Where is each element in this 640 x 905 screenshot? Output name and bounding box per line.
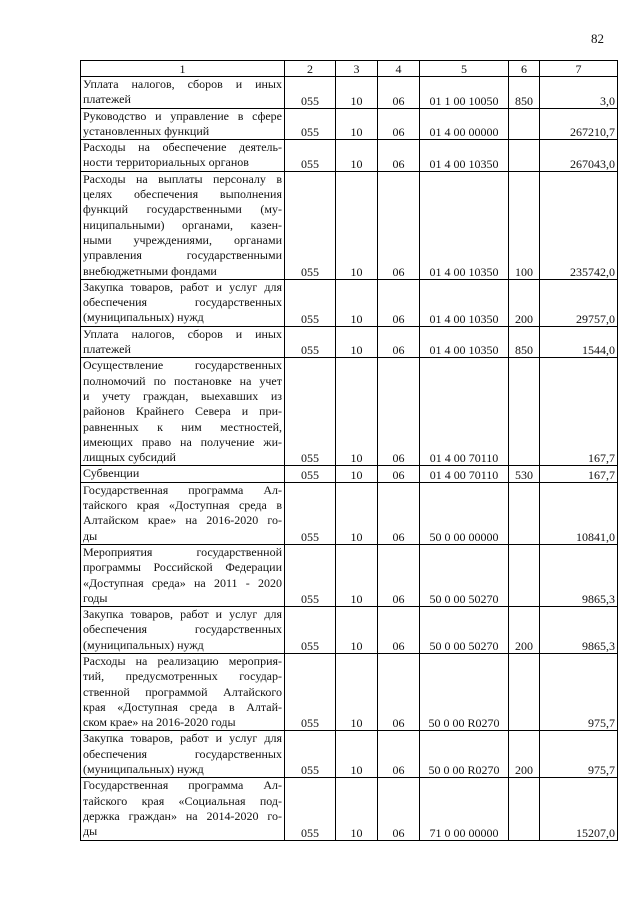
- ministry-code-cell: 055: [285, 77, 336, 109]
- row-name-cell: [81, 171, 285, 279]
- amount-cell: 235742,0: [540, 171, 618, 279]
- row-name-line: Государственная программа Ал-: [83, 482, 282, 497]
- row-name-line: Уплата налогов, сборов и иных: [83, 326, 282, 341]
- ministry-code-cell: 055: [285, 279, 336, 326]
- row-name-line: Алтайском крае» на 2016-2020 го-: [83, 513, 282, 528]
- ministry-code-cell: 055: [285, 358, 336, 466]
- section-code-cell: 10: [336, 607, 378, 654]
- section-code-cell: 10: [336, 77, 378, 109]
- table-row: [81, 326, 618, 358]
- table-row: [81, 140, 618, 172]
- budget-table: [80, 60, 618, 841]
- row-name-cell: [81, 607, 285, 654]
- row-name-line: держка граждан» на 2014-2020 го-: [83, 808, 282, 823]
- subsection-code-cell: 06: [378, 77, 420, 109]
- row-name-cell: [81, 108, 285, 140]
- expense-type-cell: [509, 482, 540, 544]
- column-header-4: 4: [378, 61, 420, 77]
- row-name-line: ственной программой Алтайского: [83, 684, 282, 699]
- ministry-code-cell: 055: [285, 778, 336, 840]
- table-row: [81, 171, 618, 279]
- row-name-line: Мероприятия государственной: [83, 544, 282, 559]
- row-name-line: Уплата налогов, сборов и иных: [83, 77, 282, 91]
- expense-type-cell: [509, 358, 540, 466]
- expense-type-cell: [509, 544, 540, 606]
- table-row: [81, 466, 618, 482]
- expense-type-cell: 850: [509, 77, 540, 109]
- expense-type-cell: [509, 140, 540, 172]
- target-article-cell: 71 0 00 00000: [420, 778, 509, 840]
- table-row: [81, 279, 618, 326]
- target-article-cell: 50 0 00 R0270: [420, 653, 509, 730]
- subsection-code-cell: 06: [378, 326, 420, 358]
- column-header-2: 2: [285, 61, 336, 77]
- expense-type-cell: 200: [509, 607, 540, 654]
- row-name-line: целях обеспечения выполнения: [83, 187, 282, 202]
- ministry-code-cell: 055: [285, 326, 336, 358]
- target-article-cell: 01 4 00 10350: [420, 279, 509, 326]
- row-name-cell: [81, 358, 285, 466]
- row-name-line: Закупка товаров, работ и услуг для: [83, 607, 282, 622]
- table-header-row: [81, 61, 618, 77]
- target-article-cell: 50 0 00 R0270: [420, 731, 509, 778]
- row-name-line: «Доступная среда» на 2011 - 2020: [83, 575, 282, 590]
- row-name-line: лищных субсидий: [83, 450, 176, 465]
- row-name-line: ском крае» на 2016-2020 годы: [83, 715, 236, 730]
- expense-type-cell: [509, 108, 540, 140]
- row-name-line: края «Доступная среда в Алтай-: [83, 699, 282, 714]
- row-name-cell: [81, 140, 285, 172]
- row-name-line: ниципальными) органами, казен-: [83, 217, 282, 232]
- subsection-code-cell: 06: [378, 140, 420, 172]
- row-name-line: имеющих право на получение жи-: [83, 434, 282, 449]
- table-row: [81, 77, 618, 109]
- subsection-code-cell: 06: [378, 279, 420, 326]
- subsection-code-cell: 06: [378, 607, 420, 654]
- amount-cell: 1544,0: [540, 326, 618, 358]
- section-code-cell: 10: [336, 108, 378, 140]
- section-code-cell: 10: [336, 279, 378, 326]
- row-name-line: установленных функций: [83, 123, 210, 138]
- row-name-line: тайского края «Социальная под-: [83, 793, 282, 808]
- subsection-code-cell: 06: [378, 731, 420, 778]
- row-name-cell: [81, 778, 285, 840]
- row-name-line: платежей: [83, 342, 131, 357]
- target-article-cell: 01 4 00 10350: [420, 140, 509, 172]
- column-header-6: 6: [509, 61, 540, 77]
- row-name-cell: [81, 731, 285, 778]
- row-name-line: внебюджетными фондами: [83, 263, 217, 278]
- row-name-line: обеспечения государственных: [83, 746, 282, 761]
- row-name-line: полномочий по постановке на учет: [83, 373, 282, 388]
- row-name-line: Расходы на выплаты персоналу в: [83, 171, 282, 186]
- target-article-cell: 50 0 00 50270: [420, 607, 509, 654]
- ministry-code-cell: 055: [285, 108, 336, 140]
- expense-type-cell: 100: [509, 171, 540, 279]
- amount-cell: 29757,0: [540, 279, 618, 326]
- column-header-1: 1: [81, 61, 285, 77]
- amount-cell: 10841,0: [540, 482, 618, 544]
- amount-cell: 267043,0: [540, 140, 618, 172]
- row-name-line: (муниципальных) нужд: [83, 762, 204, 777]
- row-name-line: ными учреждениями, органами: [83, 232, 282, 247]
- expense-type-cell: 200: [509, 279, 540, 326]
- row-name-line: районов Крайнего Севера и при-: [83, 404, 282, 419]
- row-name-line: годы: [83, 590, 108, 605]
- row-name-line: равненных к ним местностей,: [83, 419, 282, 434]
- section-code-cell: 10: [336, 466, 378, 482]
- row-name-line: Расходы на обеспечение деятель-: [83, 140, 282, 155]
- row-name-cell: [81, 279, 285, 326]
- row-name-cell: [81, 466, 285, 482]
- target-article-cell: 50 0 00 00000: [420, 482, 509, 544]
- column-header-5: 5: [420, 61, 509, 77]
- target-article-cell: 01 4 00 00000: [420, 108, 509, 140]
- row-name-line: функций государственными (му-: [83, 202, 282, 217]
- column-header-7: 7: [540, 61, 618, 77]
- row-name-cell: [81, 653, 285, 730]
- subsection-code-cell: 06: [378, 466, 420, 482]
- row-name-line: программы Российской Федерации: [83, 560, 282, 575]
- column-header-3: 3: [336, 61, 378, 77]
- table-row: [81, 607, 618, 654]
- row-name-line: тий, предусмотренных государ-: [83, 669, 282, 684]
- section-code-cell: 10: [336, 358, 378, 466]
- section-code-cell: 10: [336, 653, 378, 730]
- section-code-cell: 10: [336, 778, 378, 840]
- target-article-cell: 01 4 00 70110: [420, 358, 509, 466]
- row-name-line: ности территориальных органов: [83, 155, 249, 170]
- table-body: [81, 77, 618, 841]
- expense-type-cell: 200: [509, 731, 540, 778]
- row-name-line: платежей: [83, 92, 131, 107]
- section-code-cell: 10: [336, 731, 378, 778]
- subsection-code-cell: 06: [378, 358, 420, 466]
- table-row: [81, 358, 618, 466]
- expense-type-cell: [509, 778, 540, 840]
- ministry-code-cell: 055: [285, 607, 336, 654]
- amount-cell: 167,7: [540, 466, 618, 482]
- table-row: [81, 482, 618, 544]
- target-article-cell: 01 4 00 70110: [420, 466, 509, 482]
- amount-cell: 9865,3: [540, 607, 618, 654]
- page-number: 82: [591, 31, 604, 46]
- section-code-cell: 10: [336, 482, 378, 544]
- row-name-line: и учету граждан, выехавших из: [83, 388, 282, 403]
- row-name-line: ды: [83, 824, 98, 839]
- amount-cell: 9865,3: [540, 544, 618, 606]
- row-name-line: Закупка товаров, работ и услуг для: [83, 279, 282, 294]
- row-name-line: Расходы на реализацию мероприя-: [83, 653, 282, 668]
- table-row: [81, 108, 618, 140]
- subsection-code-cell: 06: [378, 108, 420, 140]
- amount-cell: 975,7: [540, 653, 618, 730]
- row-name-line: Закупка товаров, работ и услуг для: [83, 731, 282, 746]
- row-name-line: тайского края «Доступная среда в: [83, 498, 282, 513]
- target-article-cell: 01 1 00 10050: [420, 77, 509, 109]
- ministry-code-cell: 055: [285, 731, 336, 778]
- ministry-code-cell: 055: [285, 544, 336, 606]
- row-name-line: управления государственными: [83, 248, 282, 263]
- subsection-code-cell: 06: [378, 171, 420, 279]
- amount-cell: 167,7: [540, 358, 618, 466]
- row-name-line: ды: [83, 528, 98, 543]
- target-article-cell: 01 4 00 10350: [420, 171, 509, 279]
- target-article-cell: 01 4 00 10350: [420, 326, 509, 358]
- row-name-line: обеспечения государственных: [83, 295, 282, 310]
- expense-type-cell: 850: [509, 326, 540, 358]
- row-name-cell: [81, 482, 285, 544]
- table-row: [81, 544, 618, 606]
- ministry-code-cell: 055: [285, 171, 336, 279]
- expense-type-cell: [509, 653, 540, 730]
- row-name-cell: [81, 77, 285, 109]
- row-name-line: Субвенции: [83, 466, 140, 481]
- row-name-line: обеспечения государственных: [83, 622, 282, 637]
- row-name-line: Осуществление государственных: [83, 358, 282, 373]
- row-name-cell: [81, 544, 285, 606]
- ministry-code-cell: 055: [285, 482, 336, 544]
- row-name-line: Руководство и управление в сфере: [83, 108, 282, 123]
- amount-cell: 267210,7: [540, 108, 618, 140]
- row-name-cell: [81, 326, 285, 358]
- target-article-cell: 50 0 00 50270: [420, 544, 509, 606]
- section-code-cell: 10: [336, 544, 378, 606]
- ministry-code-cell: 055: [285, 466, 336, 482]
- subsection-code-cell: 06: [378, 778, 420, 840]
- table-row: [81, 778, 618, 840]
- section-code-cell: 10: [336, 326, 378, 358]
- subsection-code-cell: 06: [378, 482, 420, 544]
- ministry-code-cell: 055: [285, 653, 336, 730]
- row-name-line: Государственная программа Ал-: [83, 778, 282, 793]
- ministry-code-cell: 055: [285, 140, 336, 172]
- amount-cell: 3,0: [540, 77, 618, 109]
- amount-cell: 15207,0: [540, 778, 618, 840]
- subsection-code-cell: 06: [378, 544, 420, 606]
- section-code-cell: 10: [336, 171, 378, 279]
- row-name-line: (муниципальных) нужд: [83, 310, 204, 325]
- row-name-line: (муниципальных) нужд: [83, 637, 204, 652]
- subsection-code-cell: 06: [378, 653, 420, 730]
- table-row: [81, 731, 618, 778]
- amount-cell: 975,7: [540, 731, 618, 778]
- table-row: [81, 653, 618, 730]
- expense-type-cell: 530: [509, 466, 540, 482]
- section-code-cell: 10: [336, 140, 378, 172]
